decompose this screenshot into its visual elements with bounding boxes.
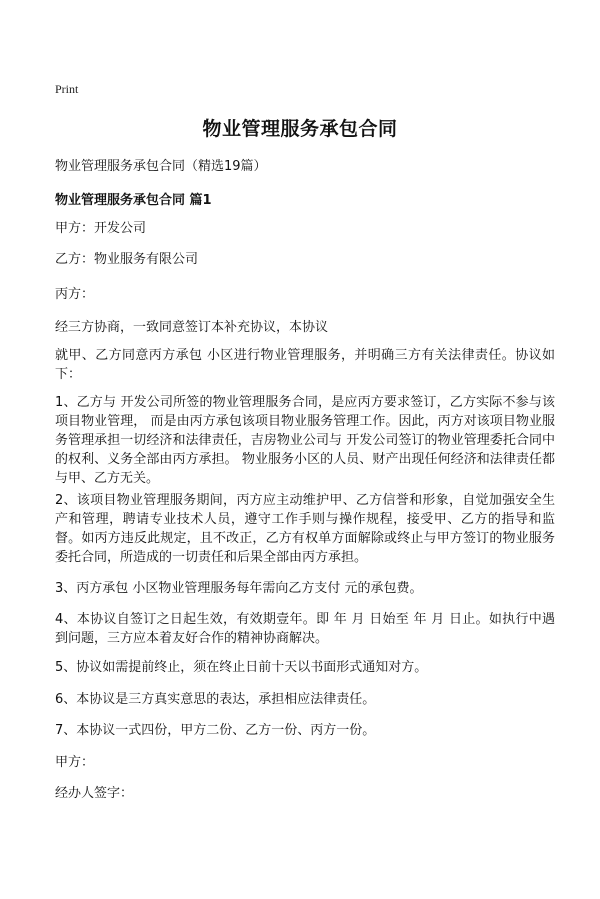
- clause-3: 3、丙方承包 小区物业管理服务每年需向乙方支付 元的承包费。: [55, 581, 423, 596]
- clause-4: 4、本协议自签订之日起生效，有效期壹年。即 年 月 日始至 年 月 日止。如执行中遇到问题，三方应本着友好合作的精神协商解决。: [55, 612, 555, 646]
- clause-1: 1、乙方与 开发公司所签的物业管理服务合同，是应丙方要求签订，乙方实际不参与该项目物业管理， 而是由丙方承包该项目物业服务管理工作。因此，丙方对该项目物业服务管理承担一切经济和法律责任，吉房物业公司与 开发公司签订的物业管理委托合同中的权利、义务全部由丙方承担。 物业服务小区的人员、财产出现任何经济和法律责任都与甲、乙方无关。: [55, 395, 555, 486]
- section-heading: 物业管理服务承包合同 篇1: [55, 193, 212, 208]
- clause-2: 2、该项目物业管理服务期间，丙方应主动维护甲、乙方信誉和形象，自觉加强安全生产和管理，聘请专业技术人员，遵守工作手则与操作规程，接受甲、乙方的指导和监督。如丙方违反此规定，且不改正，乙方有权单方面解除或终止与甲方签订的物业服务委托合同，所造成的一切责任和后果全部由丙方承担。: [55, 493, 555, 565]
- clause-5: 5、协议如需提前终止，须在终止日前十天以书面形式通知对方。: [55, 660, 428, 675]
- sign-party-a: 甲方：: [55, 755, 95, 770]
- page-title: 物业管理服务承包合同: [202, 118, 398, 140]
- preamble-paragraph: 就甲、乙方同意丙方承包 小区进行物业管理服务，并明确三方有关法律责任。协议如下：: [55, 348, 555, 382]
- clause-7: 7、本协议一式四份，甲方二份、乙方一份、丙方一份。: [55, 723, 376, 738]
- document-subtitle: 物业管理服务承包合同（精选19篇）: [55, 159, 267, 174]
- sign-agent: 经办人签字：: [55, 786, 134, 801]
- party-a-line: 甲方：开发公司: [55, 221, 147, 236]
- print-link[interactable]: Print: [55, 82, 79, 96]
- clause-6: 6、本协议是三方真实意思的表达，承担相应法律责任。: [55, 692, 376, 707]
- party-b-line: 乙方：物业服务有限公司: [55, 252, 199, 267]
- party-c-line: 丙方：: [55, 287, 95, 302]
- intro-paragraph: 经三方协商，一致同意签订本补充协议，本协议: [55, 320, 329, 335]
